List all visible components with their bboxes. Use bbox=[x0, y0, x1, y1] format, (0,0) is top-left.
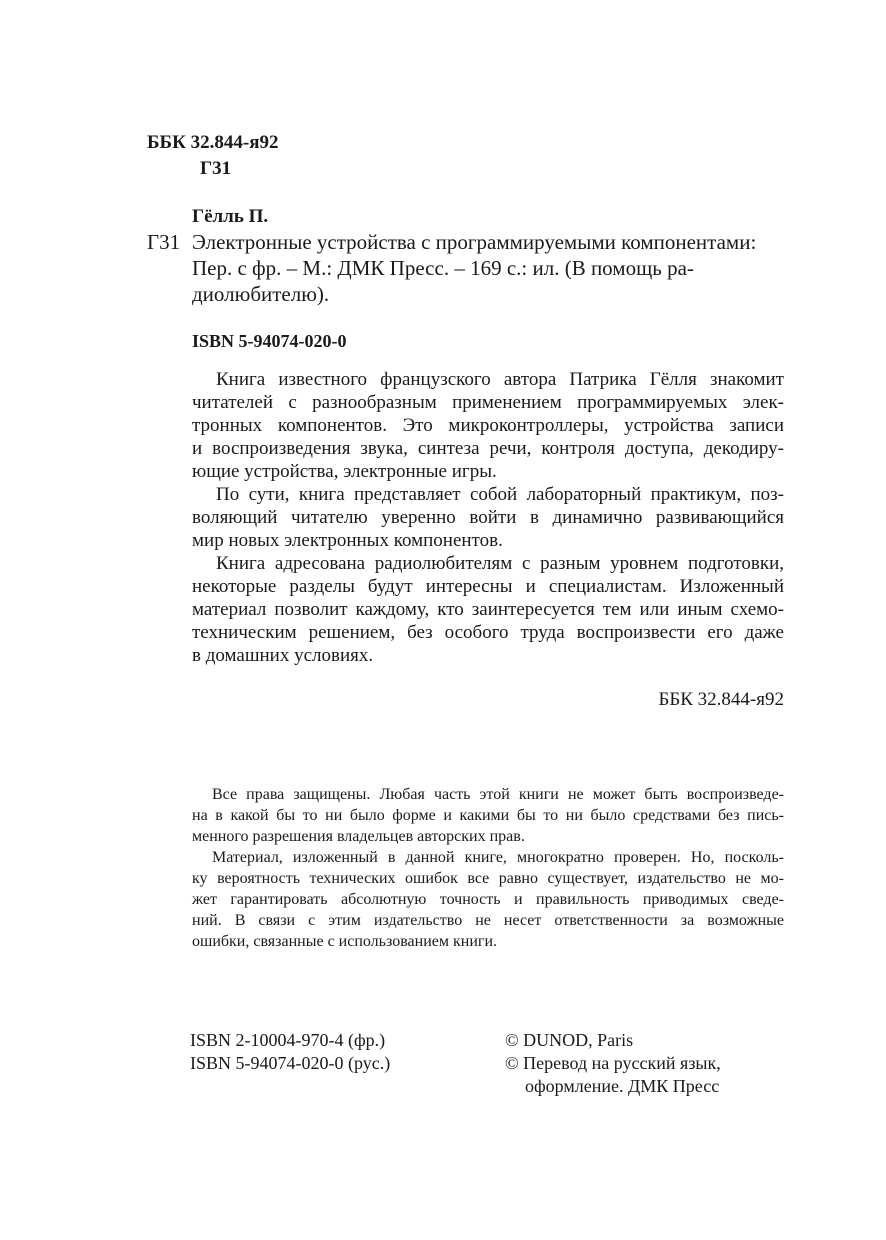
copyright-list bbox=[505, 1029, 721, 1098]
text-line: мир новых электронных компонентов. bbox=[192, 530, 503, 551]
bibliographic-description bbox=[192, 229, 792, 307]
text-line: ний. В связи с этим издательство не несет ответственности за возможные bbox=[192, 912, 784, 929]
bbk-repeat: ББК 32.844-я92 bbox=[658, 689, 784, 710]
text-line: ющие устройства, электронные игры. bbox=[192, 461, 497, 482]
rights-paragraph bbox=[192, 784, 784, 847]
copyright-translation-cont: оформление. ДМК Пресс bbox=[525, 1076, 720, 1096]
bbk-classification: ББК 32.844-я92 bbox=[147, 132, 279, 153]
isbn-russian: ISBN 5-94074-020-0 (рус.) bbox=[190, 1053, 391, 1073]
text-line: менного разрешения владельцев авторских прав. bbox=[192, 828, 525, 845]
text-line: тронных компонентов. Это микроконтроллеры, устройства записи bbox=[192, 415, 784, 436]
copyright-translation: © Перевод на русский язык, bbox=[505, 1053, 721, 1073]
annotation-paragraph bbox=[192, 483, 784, 552]
rights-notice bbox=[192, 784, 784, 952]
text-line: на в какой бы то ни было форме и какими бы то ни было средствами без пись- bbox=[192, 807, 784, 824]
author-mark: Г31 bbox=[200, 158, 232, 179]
text-line: Материал, изложенный в данной книге, многократно проверен. Но, посколь- bbox=[212, 849, 784, 866]
text-line: ку вероятность технических ошибок все равно существует, издательство не мо- bbox=[192, 870, 784, 887]
annotation bbox=[192, 368, 784, 667]
isbn-french: ISBN 2-10004-970-4 (фр.) bbox=[190, 1030, 386, 1050]
copyright-original: © DUNOD, Paris bbox=[505, 1030, 634, 1050]
rights-paragraph bbox=[192, 847, 784, 952]
text-line: По сути, книга представляет собой лабораторный практикум, поз- bbox=[216, 484, 784, 505]
text-line: ошибки, связанные с использованием книги. bbox=[192, 933, 498, 950]
author-name: Гёлль П. bbox=[192, 206, 269, 227]
text-line: техническим решением, без особого труда воспроизвести его даже bbox=[192, 622, 784, 643]
isbn-main: ISBN 5-94074-020-0 bbox=[192, 331, 347, 351]
text-line: Книга известного французского автора Патрика Гёлля знакомит bbox=[216, 369, 784, 390]
biblio-line: Пер. с фр. – М.: ДМК Пресс. – 169 с.: ил. (В помощь ра- bbox=[192, 256, 694, 280]
text-line: жет гарантировать абсолютную точность и правильность приводимых сведе- bbox=[192, 891, 784, 908]
text-line: Все права защищены. Любая часть этой книги не может быть воспроизведе- bbox=[212, 786, 784, 803]
text-line: и воспроизведения звука, синтеза речи, контроля доступа, декодиру- bbox=[192, 438, 784, 459]
biblio-line: Электронные устройства с программируемыми компонентами: bbox=[192, 230, 757, 254]
text-line: материал позволит каждому, кто заинтересуется тем или иным схемо- bbox=[192, 599, 784, 620]
biblio-line: диолюбителю). bbox=[192, 282, 330, 306]
isbn-list bbox=[190, 1029, 390, 1075]
text-line: некоторые разделы будут интересны и специалистам. Изложенный bbox=[192, 576, 784, 597]
catalog-mark: Г31 bbox=[147, 230, 181, 254]
text-line: читателей с разнообразным применением программируемых элек- bbox=[192, 392, 784, 413]
text-line: в домашних условиях. bbox=[192, 645, 374, 666]
text-line: Книга адресована радиолюбителям с разным уровнем подготовки, bbox=[216, 553, 784, 574]
annotation-paragraph bbox=[192, 552, 784, 667]
text-line: воляющий читателю уверенно войти в динамично развивающийся bbox=[192, 507, 784, 528]
annotation-paragraph bbox=[192, 368, 784, 483]
